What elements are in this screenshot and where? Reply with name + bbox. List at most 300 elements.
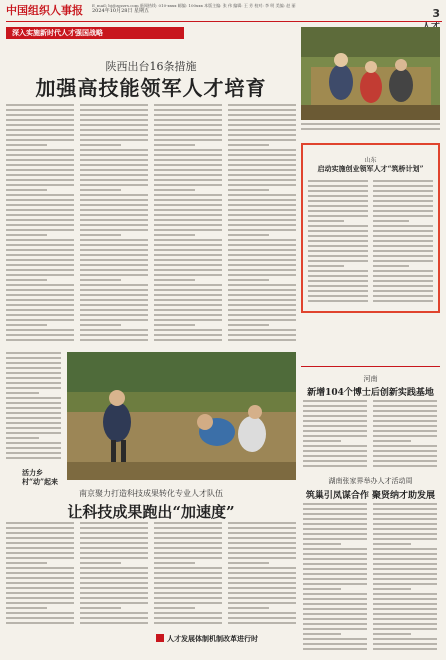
text-line xyxy=(228,169,296,171)
text-line xyxy=(80,339,148,341)
text-line xyxy=(80,289,148,291)
text-line xyxy=(6,184,74,186)
text-line xyxy=(228,622,296,624)
text-line xyxy=(154,109,222,111)
text-line xyxy=(373,250,433,252)
text-line xyxy=(6,447,61,449)
text-line xyxy=(6,339,74,341)
nanjing-body-col-3 xyxy=(154,522,222,630)
text-line xyxy=(228,239,296,241)
text-line xyxy=(80,119,148,121)
masthead-contact: E_mail: bj@zgzzrs.com 新闻热线: 010-xxxx 邮编: 100xxx 本版主编: 张 伟 编辑: 王 芳 校对: 李 明 美编: 赵 丽 xyxy=(92,3,296,8)
text-line xyxy=(228,617,296,619)
text-line xyxy=(6,309,74,311)
text-line xyxy=(373,290,433,292)
text-line xyxy=(303,528,367,530)
text-line xyxy=(6,402,61,404)
text-line xyxy=(6,124,74,126)
text-line xyxy=(308,180,368,182)
text-line xyxy=(154,144,195,146)
text-line xyxy=(80,299,148,301)
text-line xyxy=(154,259,222,261)
text-line xyxy=(373,415,437,417)
text-line xyxy=(80,314,148,316)
text-line xyxy=(373,548,437,550)
text-line xyxy=(228,314,296,316)
rural-activity-photo xyxy=(67,352,296,480)
text-line xyxy=(373,225,433,227)
text-line xyxy=(80,184,148,186)
text-line xyxy=(303,593,367,595)
text-line xyxy=(6,134,74,136)
text-line xyxy=(228,219,296,221)
text-line xyxy=(80,244,148,246)
text-line xyxy=(373,445,437,447)
text-line xyxy=(303,508,367,510)
text-line xyxy=(373,235,433,237)
text-line xyxy=(228,612,296,614)
text-line xyxy=(6,164,74,166)
text-line xyxy=(6,392,39,394)
text-line xyxy=(373,440,411,442)
text-line xyxy=(6,577,74,579)
text-line xyxy=(373,628,437,630)
text-line xyxy=(6,427,61,429)
text-line xyxy=(80,294,148,296)
text-line xyxy=(303,598,367,600)
text-line xyxy=(6,279,47,281)
text-line xyxy=(308,185,368,187)
text-line xyxy=(154,174,222,176)
text-line xyxy=(80,607,121,609)
text-line xyxy=(228,339,296,341)
text-line xyxy=(373,573,437,575)
nanjing-kicker: 南京聚力打造科技成果转化专业人才队伍 xyxy=(79,489,223,498)
text-line xyxy=(80,214,148,216)
text-line xyxy=(154,119,222,121)
text-line xyxy=(303,548,367,550)
text-line xyxy=(303,538,367,540)
text-line xyxy=(308,190,368,192)
text-line xyxy=(6,417,61,419)
shandong-kicker: 山东 xyxy=(364,157,377,164)
text-line xyxy=(373,270,433,272)
text-line xyxy=(6,194,74,196)
text-line xyxy=(154,339,222,341)
text-line xyxy=(228,319,296,321)
text-line xyxy=(154,234,195,236)
text-line xyxy=(154,204,222,206)
text-line xyxy=(228,229,296,231)
column-banner: 深入实施新时代人才强国战略 xyxy=(6,27,184,39)
text-line xyxy=(228,194,296,196)
text-line xyxy=(228,607,269,609)
text-line xyxy=(228,532,296,534)
text-line xyxy=(6,169,74,171)
text-line xyxy=(80,532,148,534)
text-line xyxy=(373,518,437,520)
text-line xyxy=(154,547,222,549)
text-line xyxy=(308,225,368,227)
text-line xyxy=(80,144,121,146)
text-line xyxy=(6,452,61,454)
text-line xyxy=(6,352,61,354)
text-line xyxy=(6,407,61,409)
text-line xyxy=(6,329,74,331)
text-line xyxy=(303,643,367,645)
text-line xyxy=(80,334,148,336)
text-line xyxy=(373,230,433,232)
text-line xyxy=(228,179,296,181)
text-line xyxy=(303,410,367,412)
text-line xyxy=(373,638,437,640)
text-line xyxy=(303,405,367,407)
text-line xyxy=(303,445,367,447)
text-line xyxy=(6,239,74,241)
text-line xyxy=(80,254,148,256)
nanjing-body-col-1 xyxy=(6,522,74,630)
text-line xyxy=(373,583,437,585)
text-line xyxy=(80,159,148,161)
series-mark-icon xyxy=(156,634,164,642)
lead-body-col-4 xyxy=(228,104,296,344)
text-line xyxy=(228,274,296,276)
text-line xyxy=(154,334,222,336)
text-line xyxy=(154,139,222,141)
text-line xyxy=(154,114,222,116)
text-line xyxy=(6,542,74,544)
text-line xyxy=(154,552,222,554)
text-line xyxy=(80,274,148,276)
text-line xyxy=(6,422,61,424)
text-line xyxy=(154,284,222,286)
text-line xyxy=(154,104,222,106)
masthead-rule xyxy=(6,21,442,22)
text-line xyxy=(373,455,437,457)
text-line xyxy=(6,382,61,384)
text-line xyxy=(373,608,437,610)
text-line xyxy=(80,114,148,116)
text-line xyxy=(303,465,367,467)
text-line xyxy=(154,134,222,136)
text-line xyxy=(6,244,74,246)
text-line xyxy=(228,159,296,161)
text-line xyxy=(373,508,437,510)
text-line xyxy=(154,294,222,296)
text-line xyxy=(228,249,296,251)
text-line xyxy=(303,518,367,520)
text-line xyxy=(308,245,368,247)
text-line xyxy=(308,215,368,217)
text-line xyxy=(6,572,74,574)
text-line xyxy=(154,309,222,311)
text-line xyxy=(6,412,61,414)
text-line xyxy=(308,295,368,297)
text-line xyxy=(228,547,296,549)
text-line xyxy=(228,189,269,191)
text-line xyxy=(6,319,74,321)
text-line xyxy=(228,602,296,604)
text-line xyxy=(6,214,74,216)
text-line xyxy=(80,139,148,141)
text-line xyxy=(373,603,437,605)
photo-story-title: 活力乡村“动”起来 xyxy=(22,468,59,486)
text-line xyxy=(303,440,341,442)
text-line xyxy=(228,119,296,121)
text-line xyxy=(154,184,222,186)
text-line xyxy=(80,622,148,624)
text-line xyxy=(303,543,341,545)
text-line xyxy=(373,568,437,570)
text-line xyxy=(303,568,367,570)
text-line xyxy=(6,592,74,594)
text-line xyxy=(373,420,437,422)
text-line xyxy=(303,558,367,560)
text-line xyxy=(6,587,74,589)
text-line xyxy=(228,334,296,336)
text-line xyxy=(373,190,433,192)
footer-series-text: 人才发展体制机制改革进行时 xyxy=(167,634,258,643)
text-line xyxy=(80,309,148,311)
text-line xyxy=(373,265,409,267)
text-line xyxy=(6,144,47,146)
text-line xyxy=(308,300,368,302)
zhangjiajie-body-col-1 xyxy=(303,503,367,653)
farm-photo-caption xyxy=(301,123,440,137)
text-line xyxy=(373,255,433,257)
text-line xyxy=(80,169,148,171)
text-line xyxy=(80,612,148,614)
text-line xyxy=(154,199,222,201)
text-line xyxy=(308,285,368,287)
text-line xyxy=(154,254,222,256)
text-line xyxy=(6,314,74,316)
text-line xyxy=(6,334,74,336)
text-line xyxy=(228,279,269,281)
text-line xyxy=(80,602,148,604)
text-line xyxy=(154,612,222,614)
text-line xyxy=(154,602,222,604)
text-line xyxy=(303,450,367,452)
text-line xyxy=(154,319,222,321)
text-line xyxy=(154,289,222,291)
text-line xyxy=(154,224,222,226)
text-line xyxy=(80,592,148,594)
text-line xyxy=(373,460,437,462)
text-line xyxy=(6,274,74,276)
text-line xyxy=(301,123,440,125)
shandong-headline: 启动实施创业领军人才“筑桥计划” xyxy=(317,164,424,173)
text-line xyxy=(373,593,437,595)
text-line xyxy=(154,562,195,564)
text-line xyxy=(228,104,296,106)
text-line xyxy=(228,134,296,136)
text-line xyxy=(80,269,148,271)
text-line xyxy=(80,329,148,331)
text-line xyxy=(303,578,367,580)
text-line xyxy=(303,415,367,417)
text-line xyxy=(6,189,47,191)
text-line xyxy=(373,523,437,525)
text-line xyxy=(373,185,433,187)
text-line xyxy=(228,124,296,126)
text-line xyxy=(373,400,437,402)
text-line xyxy=(154,154,222,156)
text-line xyxy=(6,219,74,221)
text-line xyxy=(373,300,433,302)
masthead-info xyxy=(92,3,362,17)
text-line xyxy=(80,587,148,589)
text-line xyxy=(6,254,74,256)
text-line xyxy=(6,437,39,439)
text-line xyxy=(154,149,222,151)
text-line xyxy=(373,240,433,242)
text-line xyxy=(80,547,148,549)
text-line xyxy=(6,299,74,301)
text-line xyxy=(303,638,367,640)
text-line xyxy=(80,259,148,261)
text-line xyxy=(6,377,61,379)
text-line xyxy=(80,319,148,321)
text-line xyxy=(308,210,368,212)
text-line xyxy=(373,280,433,282)
text-line xyxy=(6,289,74,291)
text-line xyxy=(154,572,222,574)
nanjing-body-col-4 xyxy=(228,522,296,630)
text-line xyxy=(228,597,296,599)
text-line xyxy=(228,209,296,211)
text-line xyxy=(228,592,296,594)
text-line xyxy=(6,139,74,141)
text-line xyxy=(154,542,222,544)
text-line xyxy=(154,219,222,221)
text-line xyxy=(308,265,344,267)
text-line xyxy=(308,240,368,242)
text-line xyxy=(373,465,437,467)
text-line xyxy=(80,249,148,251)
text-line xyxy=(6,597,74,599)
text-line xyxy=(6,294,74,296)
text-line xyxy=(303,460,367,462)
page-section-tag xyxy=(370,2,440,18)
text-line xyxy=(80,219,148,221)
text-line xyxy=(6,522,74,524)
text-line xyxy=(154,169,222,171)
text-line xyxy=(308,275,368,277)
text-line xyxy=(80,537,148,539)
text-line xyxy=(154,527,222,529)
text-line xyxy=(228,309,296,311)
text-line xyxy=(228,259,296,261)
text-line xyxy=(228,577,296,579)
text-line xyxy=(228,149,296,151)
text-line xyxy=(228,184,296,186)
text-line xyxy=(228,264,296,266)
text-line xyxy=(6,532,74,534)
text-line xyxy=(6,224,74,226)
text-line xyxy=(154,522,222,524)
text-line xyxy=(6,602,74,604)
text-line xyxy=(303,603,367,605)
text-line xyxy=(154,189,195,191)
text-line xyxy=(373,563,437,565)
text-line xyxy=(373,588,411,590)
text-line xyxy=(228,144,269,146)
rural-activity-photo-image xyxy=(67,352,296,480)
text-line xyxy=(80,597,148,599)
text-line xyxy=(154,194,222,196)
text-line xyxy=(154,597,222,599)
text-line xyxy=(373,513,437,515)
text-line xyxy=(80,234,121,236)
section-divider xyxy=(301,366,440,367)
text-line xyxy=(373,558,437,560)
text-line xyxy=(373,613,437,615)
text-line xyxy=(6,209,74,211)
text-line xyxy=(154,577,222,579)
text-line xyxy=(80,572,148,574)
nanjing-headline: 让科技成果跑出“加速度” xyxy=(67,503,235,521)
text-line xyxy=(303,533,367,535)
text-line xyxy=(228,537,296,539)
text-line xyxy=(228,542,296,544)
text-line xyxy=(80,557,148,559)
text-line xyxy=(373,195,433,197)
text-line xyxy=(80,199,148,201)
text-line xyxy=(303,608,367,610)
text-line xyxy=(80,164,148,166)
text-line xyxy=(303,420,367,422)
text-line xyxy=(373,425,437,427)
text-line xyxy=(6,622,74,624)
text-line xyxy=(80,567,148,569)
nanjing-body-col-2 xyxy=(80,522,148,630)
footer-series-banner xyxy=(156,634,298,645)
text-line xyxy=(154,622,222,624)
text-line xyxy=(154,179,222,181)
text-line xyxy=(303,648,367,650)
text-line xyxy=(6,362,61,364)
text-line xyxy=(373,430,437,432)
text-line xyxy=(373,598,437,600)
left-rail-text xyxy=(6,352,61,462)
text-line xyxy=(154,607,195,609)
text-line xyxy=(154,244,222,246)
text-line xyxy=(373,205,433,207)
text-line xyxy=(80,522,148,524)
text-line xyxy=(80,189,121,191)
text-line xyxy=(6,557,74,559)
text-line xyxy=(228,527,296,529)
text-line xyxy=(6,304,74,306)
text-line xyxy=(373,543,411,545)
text-line xyxy=(228,129,296,131)
text-line xyxy=(6,387,61,389)
henan-kicker: 河南 xyxy=(363,375,378,383)
text-line xyxy=(154,314,222,316)
text-line xyxy=(228,204,296,206)
newspaper-logo: 中国组织人事报 xyxy=(6,4,83,17)
lead-kicker: 陕西出台16条措施 xyxy=(105,60,197,73)
text-line xyxy=(80,104,148,106)
text-line xyxy=(228,164,296,166)
text-line xyxy=(228,557,296,559)
text-line xyxy=(80,179,148,181)
text-line xyxy=(373,533,437,535)
text-line xyxy=(154,159,222,161)
text-line xyxy=(303,628,367,630)
text-line xyxy=(80,552,148,554)
